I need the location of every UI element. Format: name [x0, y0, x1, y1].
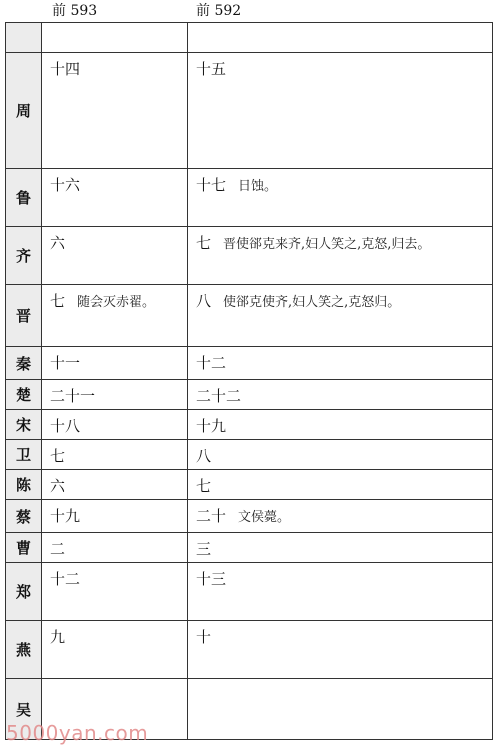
reign-year-number: 八: [196, 447, 212, 465]
year-593-cell: [42, 500, 188, 533]
reign-year-number: 十二: [196, 354, 227, 372]
state-name-cell: 卫: [6, 440, 42, 470]
year-592-cell: [188, 380, 493, 410]
table-row: [6, 53, 493, 169]
reign-year-number: 七: [196, 477, 212, 495]
event-note: 文侯薨。: [238, 510, 291, 525]
event-note: 日蚀。: [238, 179, 278, 194]
reign-year-number: 十九: [196, 417, 227, 435]
reign-year-number: 九: [50, 628, 66, 646]
state-name-cell: 晋: [6, 285, 42, 347]
year-592-cell: [188, 285, 493, 347]
year-592-cell: [188, 621, 493, 679]
year-593-cell: [42, 347, 188, 380]
reign-year-number: 七: [50, 447, 66, 465]
watermark: 5000yan.com: [6, 721, 149, 745]
year-593-cell: [42, 285, 188, 347]
reign-year-number: 十二: [50, 570, 81, 588]
reign-year-number: 二: [50, 540, 66, 558]
reign-year-number: 二十一: [50, 387, 96, 405]
reign-year-number: 三: [196, 540, 212, 558]
reign-year-number: 十: [196, 628, 212, 646]
reign-year-number: 十四: [50, 60, 81, 78]
table-row: [6, 500, 493, 533]
table-row: [6, 440, 493, 470]
year-593-cell: [42, 470, 188, 500]
reign-year-number: 六: [50, 234, 66, 252]
state-name-cell: 秦: [6, 347, 42, 380]
state-name-cell: 鲁: [6, 169, 42, 227]
reign-year-number: 六: [50, 477, 66, 495]
year-593-cell: [42, 53, 188, 169]
reign-year-number: 七: [196, 234, 212, 252]
table-row: [6, 410, 493, 440]
state-name-cell: 齐: [6, 227, 42, 285]
year-header-593: 前 593: [52, 3, 98, 19]
year-593-cell: [42, 440, 188, 470]
state-name-cell: 曹: [6, 533, 42, 563]
state-name-cell: 宋: [6, 410, 42, 440]
reign-year-number: 二十二: [196, 387, 242, 405]
year-592-cell: [188, 53, 493, 169]
year-593-cell: [42, 380, 188, 410]
table-row: [6, 23, 493, 53]
chronology-table: [5, 22, 493, 740]
year-593-cell: [42, 563, 188, 621]
year-592-cell: [188, 533, 493, 563]
year-header-592: 前 592: [196, 3, 242, 19]
year-593-cell: [42, 621, 188, 679]
year-593-cell: [42, 533, 188, 563]
reign-year-number: 十六: [50, 176, 81, 194]
year-593-cell: [42, 23, 188, 53]
table-row: [6, 563, 493, 621]
year-592-cell: [188, 440, 493, 470]
year-593-cell: [42, 169, 188, 227]
reign-year-number: 十一: [50, 354, 81, 372]
year-592-cell: [188, 410, 493, 440]
state-name-cell: 陈: [6, 470, 42, 500]
year-593-cell: [42, 410, 188, 440]
state-name-cell: 吴: [6, 679, 42, 740]
reign-year-number: 十八: [50, 417, 81, 435]
year-592-cell: [188, 679, 493, 740]
state-name-cell: 郑: [6, 563, 42, 621]
event-note: 使郤克使齐,妇人笑之,克怒归。: [223, 295, 401, 310]
table-row: [6, 285, 493, 347]
reign-year-number: 十七: [196, 176, 227, 194]
table-row: [6, 347, 493, 380]
table-row: [6, 227, 493, 285]
reign-year-number: 二十: [196, 507, 227, 525]
state-name-cell: 燕: [6, 621, 42, 679]
reign-year-number: 十三: [196, 570, 227, 588]
table-row: [6, 380, 493, 410]
table-row: [6, 621, 493, 679]
table-row: [6, 470, 493, 500]
year-592-cell: [188, 23, 493, 53]
year-592-cell: [188, 169, 493, 227]
table-row: [6, 169, 493, 227]
state-name-cell: 周: [6, 53, 42, 169]
table-row: [6, 533, 493, 563]
year-592-cell: [188, 227, 493, 285]
year-592-cell: [188, 500, 493, 533]
year-592-cell: [188, 347, 493, 380]
state-name-cell: [6, 23, 42, 53]
event-note: 随会灭赤翟。: [77, 295, 156, 310]
reign-year-number: 十九: [50, 507, 81, 525]
reign-year-number: 十五: [196, 60, 227, 78]
reign-year-number: 七: [50, 292, 66, 310]
reign-year-number: 八: [196, 292, 212, 310]
year-593-cell: [42, 227, 188, 285]
year-592-cell: [188, 470, 493, 500]
event-note: 晋使郤克来齐,妇人笑之,克怒,归去。: [223, 237, 431, 252]
year-592-cell: [188, 563, 493, 621]
state-name-cell: 楚: [6, 380, 42, 410]
state-name-cell: 蔡: [6, 500, 42, 533]
